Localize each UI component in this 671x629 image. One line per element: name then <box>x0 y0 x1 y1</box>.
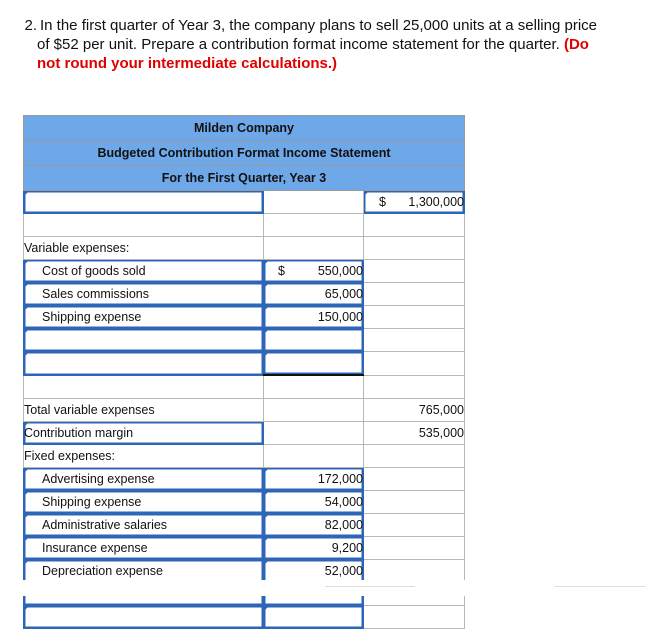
shipping-var-value[interactable]: 150,000 <box>264 306 364 329</box>
empty-label-input-2[interactable] <box>24 352 264 376</box>
total-var-row <box>24 399 465 422</box>
cogs-value-input[interactable] <box>264 260 364 283</box>
sales-value-input[interactable] <box>364 191 465 214</box>
question-text <box>20 16 650 73</box>
shipping-var-row <box>24 306 465 329</box>
shipping-fixed-row <box>24 491 465 514</box>
advertising-row <box>24 468 465 491</box>
advertising-value[interactable]: 172,000 <box>264 468 364 491</box>
insurance-row <box>24 537 465 560</box>
empty-value-input-2[interactable] <box>264 352 364 376</box>
sales-col2 <box>264 191 364 214</box>
sales-dollar-sign: $ <box>379 195 386 209</box>
advertising-label[interactable]: Advertising expense <box>24 468 264 491</box>
cogs-value: 550,000 <box>317 264 363 278</box>
statement-period: For the First Quarter, Year 3 <box>24 166 465 191</box>
cm-row <box>24 422 465 445</box>
shipping-fixed-value[interactable]: 54,000 <box>264 491 364 514</box>
sales-value: 1,300,000 <box>408 195 464 209</box>
cogs-dollar-sign: $ <box>278 264 285 278</box>
fixed-expenses-heading: Fixed expenses: <box>24 445 264 468</box>
faded-line-1 <box>325 586 415 587</box>
blank-row-2 <box>24 375 465 399</box>
contribution-margin-value: 535,000 <box>364 422 465 445</box>
income-statement-table <box>23 115 465 629</box>
total-variable-label: Total variable expenses <box>24 399 264 422</box>
question-emphasis-1: (Do <box>563 36 589 53</box>
contribution-margin-label[interactable]: Contribution margin <box>24 422 264 445</box>
empty-value-input-1[interactable] <box>264 329 364 352</box>
statement-title: Budgeted Contribution Format Income Statement <box>24 141 465 166</box>
sales-label-input[interactable] <box>24 191 264 214</box>
variable-heading-row <box>24 237 465 260</box>
question-line-1: In the first quarter of Year 3, the company plans to sell 25,000 units at a selling price <box>40 17 597 34</box>
bottom-crop <box>0 580 671 596</box>
insurance-value[interactable]: 9,200 <box>264 537 364 560</box>
commissions-label[interactable]: Sales commissions <box>24 283 264 306</box>
question-number: 2. <box>24 17 37 34</box>
header-row-company <box>24 116 465 141</box>
cogs-row <box>24 260 465 283</box>
question-emphasis-2: not round your intermediate calculations.) <box>37 55 338 72</box>
insurance-label[interactable]: Insurance expense <box>24 537 264 560</box>
commissions-value[interactable]: 65,000 <box>264 283 364 306</box>
shipping-var-label[interactable]: Shipping expense <box>24 306 264 329</box>
depreciation-value[interactable]: 52,000 <box>264 560 364 583</box>
cogs-label[interactable]: Cost of goods sold <box>24 260 264 283</box>
sales-row <box>24 191 465 214</box>
empty-input-row-1 <box>24 329 465 352</box>
header-row-statement <box>24 141 465 166</box>
fixed-heading-row <box>24 445 465 468</box>
shipping-fixed-label[interactable]: Shipping expense <box>24 491 264 514</box>
question-line-2: of $52 per unit. Prepare a contribution format income statement for the quarter. <box>37 36 560 53</box>
admin-row <box>24 514 465 537</box>
empty-input-row-4 <box>24 606 465 629</box>
empty-input-row-2 <box>24 352 465 376</box>
blank-row <box>24 214 465 237</box>
company-name: Milden Company <box>24 116 465 141</box>
depreciation-label[interactable]: Depreciation expense <box>24 560 264 583</box>
total-variable-value: 765,000 <box>364 399 465 422</box>
admin-salaries-label[interactable]: Administrative salaries <box>24 514 264 537</box>
empty-label-input-4[interactable] <box>24 606 264 629</box>
empty-label-input-1[interactable] <box>24 329 264 352</box>
variable-expenses-heading: Variable expenses: <box>24 237 264 260</box>
faded-line-2 <box>555 586 645 587</box>
empty-value-input-4[interactable] <box>264 606 364 629</box>
commissions-row <box>24 283 465 306</box>
admin-salaries-value[interactable]: 82,000 <box>264 514 364 537</box>
header-row-period <box>24 166 465 191</box>
